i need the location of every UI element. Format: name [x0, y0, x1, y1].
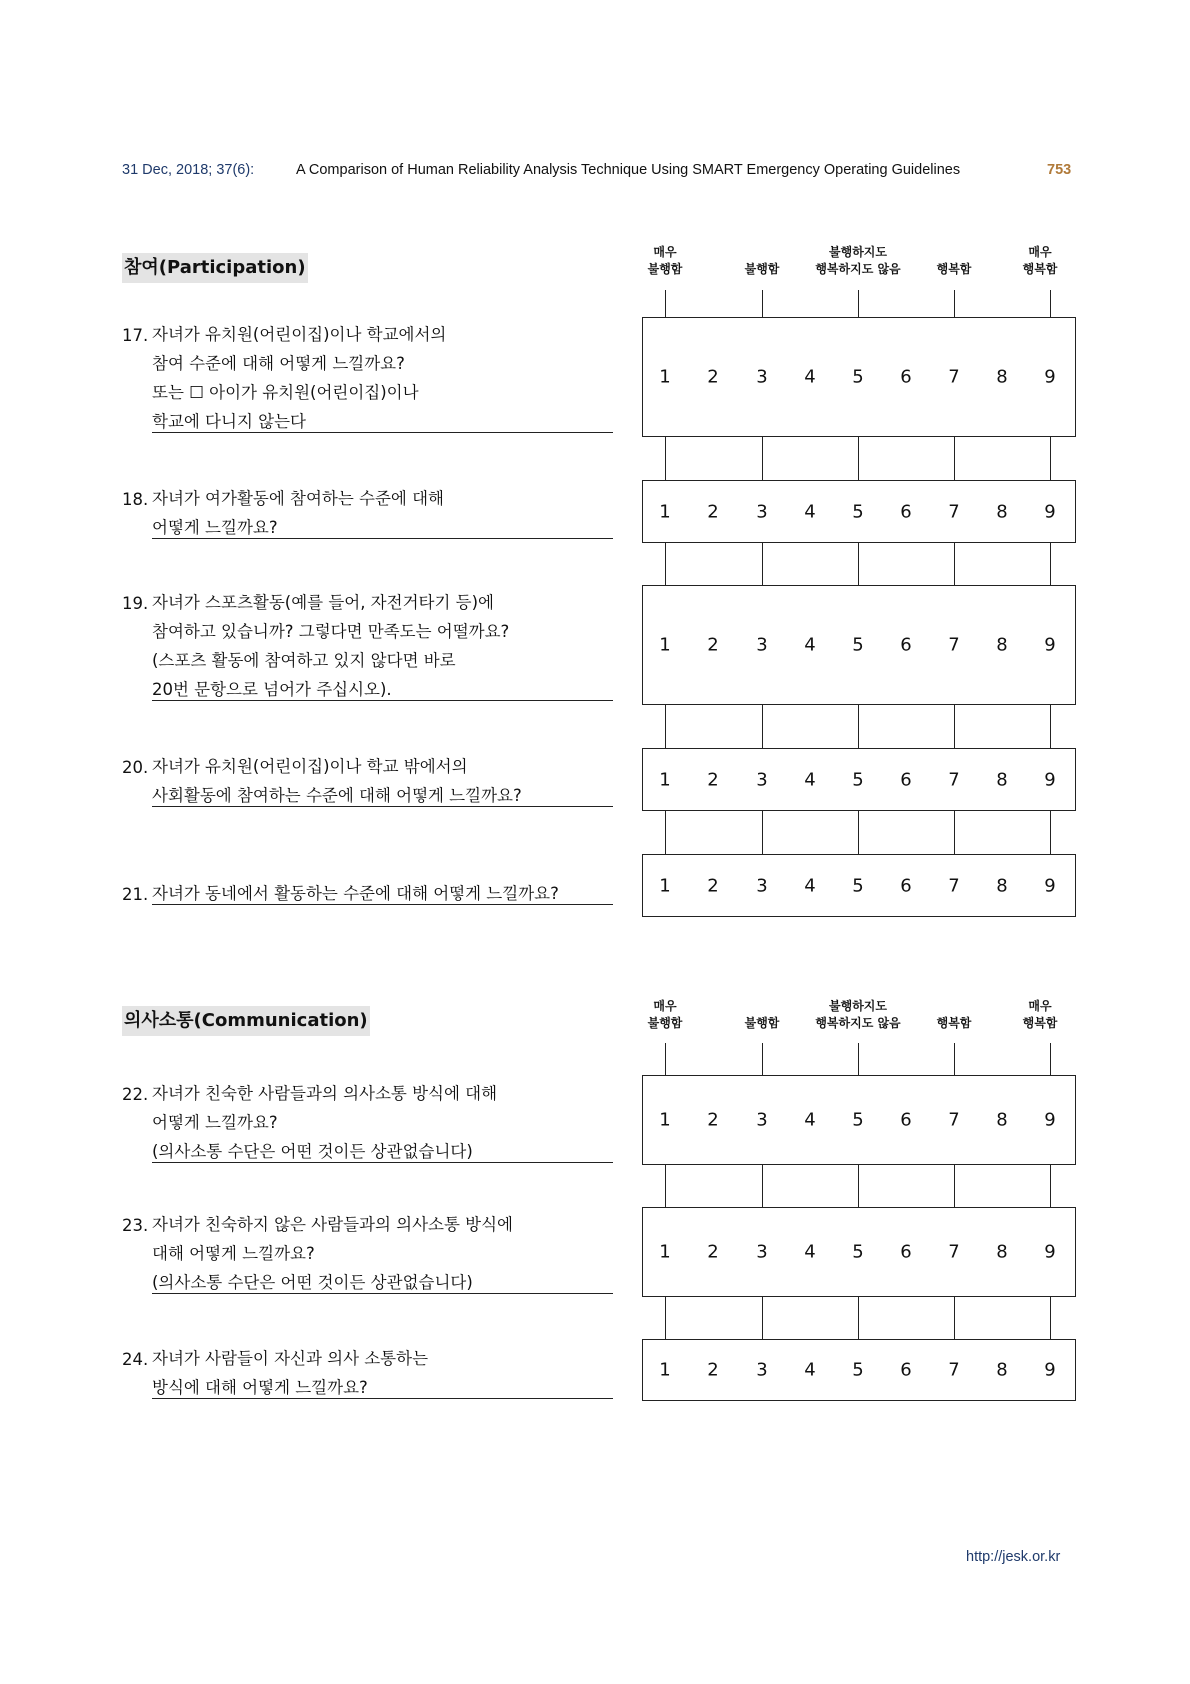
question-number: 22.	[122, 1085, 149, 1104]
scale-label-line: 매우	[653, 999, 677, 1013]
rating-option[interactable]: 8	[996, 769, 1008, 790]
scale-label-line: 매우	[1028, 999, 1052, 1013]
rating-option[interactable]: 2	[707, 634, 719, 656]
rating-option[interactable]: 1	[659, 875, 671, 896]
rating-option[interactable]: 8	[996, 1109, 1008, 1131]
rating-option[interactable]: 6	[900, 634, 912, 656]
scale-label-line: 행복함	[1022, 262, 1058, 276]
rating-option[interactable]: 4	[804, 366, 816, 388]
scale-tick	[954, 290, 955, 317]
rating-option[interactable]: 7	[948, 1109, 960, 1131]
rating-option[interactable]: 9	[1044, 634, 1056, 656]
rating-option[interactable]: 7	[948, 1241, 960, 1263]
answer-underline	[152, 1162, 613, 1163]
answer-underline	[152, 538, 613, 539]
rating-option[interactable]: 6	[900, 1359, 912, 1381]
section-title: 의사소통(Communication)	[122, 1006, 370, 1036]
scale-tick	[858, 1165, 859, 1207]
scale-tick	[954, 437, 955, 480]
rating-option[interactable]: 4	[804, 1109, 816, 1131]
scale-label	[808, 244, 908, 278]
rating-option[interactable]: 5	[852, 1241, 864, 1263]
question-line: 어떻게 느낄까요?	[152, 1113, 278, 1132]
rating-option[interactable]: 1	[659, 366, 671, 388]
rating-option[interactable]: 3	[756, 875, 768, 896]
scale-label-line: 불행하지도	[829, 999, 887, 1013]
question-text	[152, 484, 444, 542]
scale-tick	[1050, 290, 1051, 317]
scale-tick	[858, 437, 859, 480]
rating-option[interactable]: 5	[852, 1109, 864, 1131]
rating-option[interactable]: 5	[852, 875, 864, 896]
rating-option[interactable]: 9	[1044, 366, 1056, 388]
question-line: 참여 수준에 대해 어떻게 느낄까요?	[152, 354, 405, 373]
question-number: 24.	[122, 1350, 149, 1369]
rating-option[interactable]: 4	[804, 875, 816, 896]
rating-option[interactable]: 8	[996, 1359, 1008, 1381]
question-line: 자녀가 스포츠활동(예를 들어, 자전거타기 등)에	[152, 593, 494, 612]
question-line: 20번 문항으로 넘어가 주십시오).	[152, 680, 392, 699]
answer-underline	[152, 904, 613, 905]
rating-option[interactable]: 6	[900, 769, 912, 790]
scale-tick	[858, 1297, 859, 1339]
scale-label	[904, 261, 1004, 278]
rating-option[interactable]: 5	[852, 366, 864, 388]
scale-tick	[1050, 1165, 1051, 1207]
question-line: (의사소통 수단은 어떤 것이든 상관없습니다)	[152, 1273, 473, 1292]
scale-label	[904, 1015, 1004, 1032]
rating-option[interactable]: 6	[900, 875, 912, 896]
question-number: 23.	[122, 1216, 149, 1235]
scale-label-line: 행복함	[1022, 1016, 1058, 1030]
rating-option[interactable]: 9	[1044, 1241, 1056, 1263]
rating-option[interactable]: 3	[756, 501, 768, 522]
scale-label	[712, 1015, 812, 1032]
scale-label-line: 매우	[1028, 245, 1052, 259]
rating-option[interactable]: 1	[659, 501, 671, 522]
scale-tick	[762, 437, 763, 480]
rating-option[interactable]: 2	[707, 1109, 719, 1131]
scale-tick	[665, 543, 666, 585]
scale-tick	[665, 1297, 666, 1339]
scale-tick	[1050, 705, 1051, 748]
rating-option[interactable]: 7	[948, 769, 960, 790]
rating-option[interactable]: 2	[707, 769, 719, 790]
answer-underline	[152, 700, 613, 701]
scale-tick	[665, 1043, 666, 1075]
scale-tick	[954, 1043, 955, 1075]
question-number: 18.	[122, 490, 149, 509]
scale-tick	[858, 290, 859, 317]
rating-option[interactable]: 4	[804, 634, 816, 656]
rating-option[interactable]: 9	[1044, 1109, 1056, 1131]
rating-option[interactable]: 5	[852, 769, 864, 790]
rating-option[interactable]: 3	[756, 1359, 768, 1381]
question-line: 자녀가 친숙한 사람들과의 의사소통 방식에 대해	[152, 1084, 498, 1103]
rating-option[interactable]: 5	[852, 634, 864, 656]
scale-tick	[762, 290, 763, 317]
header-title: A Comparison of Human Reliability Analysis Technique Using SMART Emergency Operating Guidelines	[296, 162, 961, 178]
scale-label-line: 매우	[653, 245, 677, 259]
answer-underline	[152, 806, 613, 807]
question-text	[152, 320, 446, 436]
rating-option[interactable]: 8	[996, 1241, 1008, 1263]
question-line: 방식에 대해 어떻게 느낄까요?	[152, 1378, 368, 1397]
scale-label	[615, 998, 715, 1032]
scale-label	[990, 244, 1090, 278]
question-text	[152, 1344, 428, 1402]
rating-option[interactable]: 2	[707, 1359, 719, 1381]
question-line: 학교에 다니지 않는다	[152, 412, 306, 431]
question-number: 21.	[122, 885, 149, 904]
rating-option[interactable]: 2	[707, 501, 719, 522]
rating-option[interactable]: 4	[804, 501, 816, 522]
scale-label	[615, 244, 715, 278]
scale-tick	[1050, 543, 1051, 585]
question-line: (의사소통 수단은 어떤 것이든 상관없습니다)	[152, 1142, 473, 1161]
section-title: 참여(Participation)	[122, 253, 308, 283]
scale-tick	[1050, 437, 1051, 480]
rating-option[interactable]: 7	[948, 366, 960, 388]
scale-label	[808, 998, 908, 1032]
rating-option[interactable]: 4	[804, 1241, 816, 1263]
scale-tick	[858, 1043, 859, 1075]
scale-tick	[1050, 1043, 1051, 1075]
scale-label-line: 불행함	[744, 1016, 780, 1030]
rating-option[interactable]: 8	[996, 875, 1008, 896]
question-number: 20.	[122, 758, 149, 777]
scale-tick	[762, 811, 763, 854]
rating-option[interactable]: 7	[948, 634, 960, 656]
rating-option[interactable]: 1	[659, 1109, 671, 1131]
rating-option[interactable]: 1	[659, 634, 671, 656]
footer-url[interactable]: http://jesk.or.kr	[966, 1549, 1061, 1565]
rating-option[interactable]: 6	[900, 366, 912, 388]
question-line: 자녀가 유치원(어린이집)이나 학교에서의	[152, 325, 447, 344]
question-number: 19.	[122, 594, 149, 613]
scale-tick	[954, 705, 955, 748]
scale-label-line: 행복하지도 않음	[815, 1016, 901, 1030]
rating-option[interactable]: 9	[1044, 769, 1056, 790]
scale-tick	[858, 705, 859, 748]
scale-tick	[954, 1297, 955, 1339]
question-text	[152, 752, 522, 810]
scale-tick	[762, 543, 763, 585]
rating-option[interactable]: 5	[852, 501, 864, 522]
question-text	[152, 1079, 497, 1166]
scale-tick	[954, 1165, 955, 1207]
question-line: (스포츠 활동에 참여하고 있지 않다면 바로	[152, 651, 456, 670]
scale-tick	[954, 543, 955, 585]
scale-tick	[762, 1043, 763, 1075]
rating-option[interactable]: 3	[756, 769, 768, 790]
scale-tick	[762, 705, 763, 748]
scale-tick	[665, 437, 666, 480]
rating-option[interactable]: 3	[756, 366, 768, 388]
answer-underline	[152, 1293, 613, 1294]
question-line: 자녀가 사람들이 자신과 의사 소통하는	[152, 1349, 429, 1368]
scale-label	[990, 998, 1090, 1032]
rating-option[interactable]: 9	[1044, 875, 1056, 896]
rating-option[interactable]: 4	[804, 1359, 816, 1381]
question-line: 참여하고 있습니까? 그렇다면 만족도는 어떨까요?	[152, 622, 510, 641]
rating-option[interactable]: 9	[1044, 501, 1056, 522]
rating-option[interactable]: 1	[659, 1359, 671, 1381]
question-line: 자녀가 동네에서 활동하는 수준에 대해 어떻게 느낄까요?	[152, 884, 559, 903]
rating-option[interactable]: 1	[659, 1241, 671, 1263]
scale-tick	[665, 1165, 666, 1207]
question-line: 자녀가 유치원(어린이집)이나 학교 밖에서의	[152, 757, 468, 776]
question-line: 또는 ☐ 아이가 유치원(어린이집)이나	[152, 383, 419, 402]
question-text	[152, 1210, 513, 1297]
rating-option[interactable]: 8	[996, 501, 1008, 522]
rating-option[interactable]: 2	[707, 875, 719, 896]
rating-option[interactable]: 8	[996, 634, 1008, 656]
question-line: 어떻게 느낄까요?	[152, 518, 278, 537]
rating-option[interactable]: 9	[1044, 1359, 1056, 1381]
answer-underline	[152, 432, 613, 433]
scale-label-line: 행복함	[936, 262, 972, 276]
scale-tick	[858, 543, 859, 585]
rating-option[interactable]: 3	[756, 634, 768, 656]
answer-underline	[152, 1398, 613, 1399]
rating-option[interactable]: 5	[852, 1359, 864, 1381]
rating-option[interactable]: 8	[996, 366, 1008, 388]
scale-tick	[762, 1165, 763, 1207]
scale-tick	[1050, 811, 1051, 854]
rating-option[interactable]: 6	[900, 1109, 912, 1131]
rating-option[interactable]: 2	[707, 366, 719, 388]
question-line: 사회활동에 참여하는 수준에 대해 어떻게 느낄까요?	[152, 786, 522, 805]
rating-option[interactable]: 6	[900, 501, 912, 522]
rating-option[interactable]: 7	[948, 875, 960, 896]
question-text	[152, 588, 509, 704]
question-line: 자녀가 여가활동에 참여하는 수준에 대해	[152, 489, 444, 508]
rating-option[interactable]: 7	[948, 1359, 960, 1381]
scale-label-line: 불행함	[647, 1016, 683, 1030]
rating-option[interactable]: 6	[900, 1241, 912, 1263]
scale-label-line: 행복함	[936, 1016, 972, 1030]
question-number: 17.	[122, 326, 149, 345]
rating-option[interactable]: 4	[804, 769, 816, 790]
scale-tick	[665, 811, 666, 854]
scale-label-line: 불행함	[647, 262, 683, 276]
question-line: 자녀가 친숙하지 않은 사람들과의 의사소통 방식에	[152, 1215, 513, 1234]
scale-tick	[762, 1297, 763, 1339]
scale-label-line: 불행함	[744, 262, 780, 276]
scale-label	[712, 261, 812, 278]
scale-tick	[1050, 1297, 1051, 1339]
rating-option[interactable]: 1	[659, 769, 671, 790]
scale-tick	[665, 705, 666, 748]
page-number: 753	[1047, 162, 1072, 178]
rating-option[interactable]: 3	[756, 1109, 768, 1131]
rating-option[interactable]: 2	[707, 1241, 719, 1263]
rating-option[interactable]: 7	[948, 501, 960, 522]
scale-label-line: 행복하지도 않음	[815, 262, 901, 276]
scale-label-line: 불행하지도	[829, 245, 887, 259]
scale-tick	[665, 290, 666, 317]
question-line: 대해 어떻게 느낄까요?	[152, 1244, 315, 1263]
rating-option[interactable]: 3	[756, 1241, 768, 1263]
scale-tick	[954, 811, 955, 854]
header-date: 31 Dec, 2018; 37(6):	[122, 162, 255, 178]
scale-tick	[858, 811, 859, 854]
